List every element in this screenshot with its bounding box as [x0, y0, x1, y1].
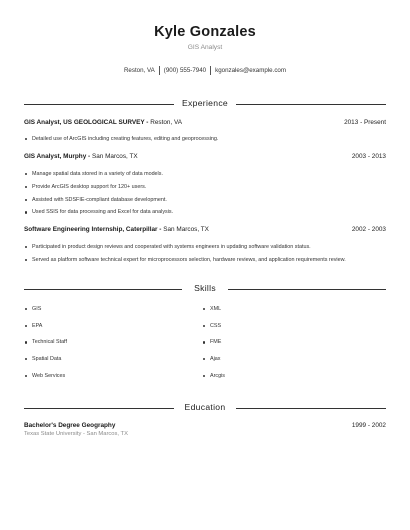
contact-email: kgonzales@example.com — [215, 67, 287, 75]
section-rule — [236, 408, 386, 409]
section-title-experience: Experience — [182, 98, 228, 108]
section-rule — [236, 104, 386, 105]
job-dates: 2003 - 2013 — [351, 153, 386, 160]
skills-column-right — [202, 305, 372, 388]
contact-divider — [159, 66, 160, 75]
contact-phone: (900) 555-7940 — [163, 67, 207, 75]
section-education — [24, 402, 386, 414]
section-skills — [24, 283, 386, 295]
job-role: GIS Analyst, US GEOLOGICAL SURVEY — [24, 119, 145, 126]
contact-line — [0, 66, 410, 75]
list-item: Spatial Data — [24, 355, 194, 372]
list-item: FME — [202, 338, 372, 355]
contact-location: Reston, VA — [123, 67, 155, 75]
job-bullets — [24, 243, 386, 269]
job-location: San Marcos, TX — [163, 226, 209, 233]
job-role: Software Engineering Internship, Caterpillar — [24, 226, 158, 233]
contact-divider — [210, 66, 211, 75]
education-school: Texas State University - San Marcos, TX — [24, 431, 128, 437]
list-item: Arcgis — [202, 372, 372, 389]
job-location: Reston, VA — [150, 119, 183, 126]
section-rule — [228, 289, 386, 290]
list-item: EPA — [24, 322, 194, 339]
job-location: San Marcos, TX — [91, 153, 138, 160]
list-item: CSS — [202, 322, 372, 339]
job-bullets — [24, 170, 386, 221]
education-entry — [24, 422, 386, 437]
job-entry: GIS Analyst, US GEOLOGICAL SURVEY - Reston, VA 2013 - Present — [24, 119, 386, 126]
job-role: GIS Analyst, Murphy — [24, 153, 87, 160]
education-degree: Bachelor's Degree Geography — [24, 422, 116, 429]
job-dates: 2002 - 2003 — [351, 226, 386, 233]
list-item: Web Services — [24, 372, 194, 389]
job-dates: 2013 - Present — [344, 119, 386, 126]
list-item: Assisted with SDSFIE-compliant database development. — [24, 196, 386, 209]
list-item: Used SSIS for data processing and Excel for data analysis. — [24, 208, 386, 221]
job-bullets — [24, 135, 386, 148]
list-item: Manage spatial data stored in a variety of data models. — [24, 170, 386, 183]
education-dates: 1999 - 2002 — [351, 422, 386, 429]
list-item: XML — [202, 305, 372, 322]
list-item: Technical Staff — [24, 338, 194, 355]
list-item: Ajax — [202, 355, 372, 372]
resume-title: GIS Analyst — [187, 44, 223, 51]
job-entry: Software Engineering Internship, Caterpillar - San Marcos, TX 2002 - 2003 — [24, 226, 386, 233]
section-title-skills: Skills — [194, 283, 216, 293]
list-item: Detailed use of ArcGIS including creating features, editing and geoprocessing. — [24, 135, 386, 148]
section-title-education: Education — [184, 402, 226, 412]
job-entry: GIS Analyst, Murphy - San Marcos, TX 2003 - 2013 — [24, 153, 386, 160]
skills-column-left — [24, 305, 194, 388]
list-item: Participated in product design reviews and cooperated with systems engineers in updating software validation status. — [24, 243, 386, 256]
section-experience — [24, 98, 386, 110]
resume-name: Kyle Gonzales — [154, 24, 256, 40]
list-item: Provide ArcGIS desktop support for 120+ users. — [24, 183, 386, 196]
list-item: Served as platform software technical expert for microprocessors selection, hardware reviews, and application requirements review. — [24, 256, 386, 269]
list-item: GIS — [24, 305, 194, 322]
